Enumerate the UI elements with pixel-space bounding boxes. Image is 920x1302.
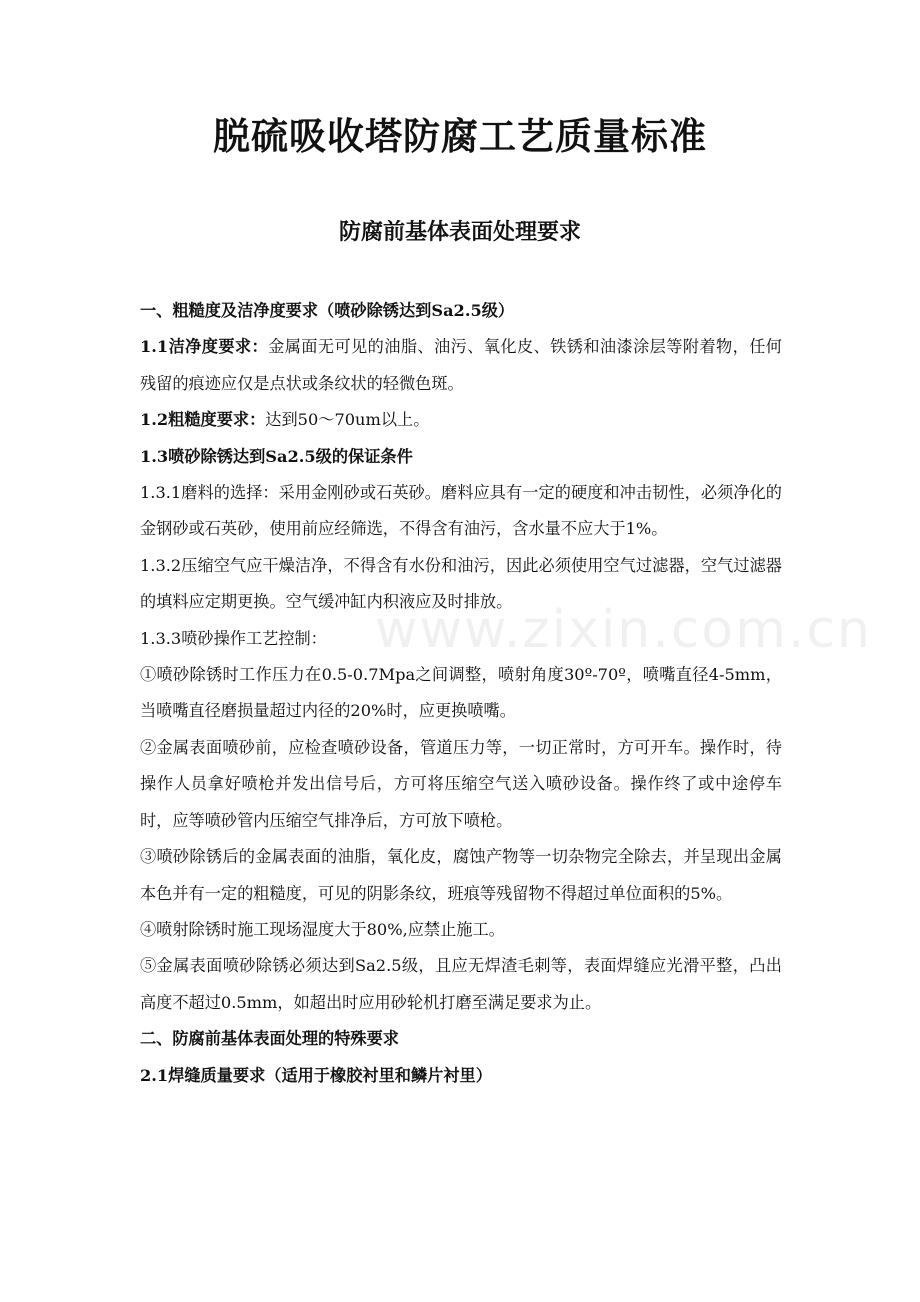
paragraph-text: 金属面无可见的油脂、油污、氧化皮、铁锈和油漆涂层等附着物，任何残留的痕迹应仅是点状或条纹状的轻微色斑。 <box>140 337 782 393</box>
watermark: www.zixin.com.cn <box>375 600 872 660</box>
document-subtitle: 防腐前基体表面处理要求 <box>338 219 581 245</box>
paragraph <box>140 329 782 402</box>
paragraph <box>140 402 782 438</box>
section-heading: 二、防腐前基体表面处理的特殊要求 <box>140 1029 399 1049</box>
subsection-heading: 2.1焊缝质量要求（适用于橡胶衬里和鳞片衬里） <box>140 1065 492 1085</box>
paragraph-label: 1.2粗糙度要求： <box>140 410 266 430</box>
document-body <box>140 293 782 1094</box>
document-title: 脱硫吸收塔防腐工艺质量标准 <box>213 114 707 158</box>
paragraph: 1.3.3喷砂操作工艺控制： <box>140 628 327 648</box>
paragraph: 1.3.1磨料的选择：采用金刚砂或石英砂。磨料应具有一定的硬度和冲击韧性，必须净化的金钢砂或石英砂，使用前应经筛选，不得含有油污，含水量不应大于1%。 <box>140 483 782 539</box>
paragraph: 1.3.2压缩空气应干燥洁净，不得含有水份和油污，因此必须使用空气过滤器，空气过滤器的填料应定期更换。空气缓冲缸内积液应及时排放。 <box>140 555 782 612</box>
list-item: ②金属表面喷砂前，应检查喷砂设备，管道压力等，一切正常时，方可开车。操作时，待操作人员拿好喷枪并发出信号后，方可将压缩空气送入喷砂设备。操作终了或中途停车时，应等喷砂管内压缩空气排净后，方可放下喷枪。 <box>140 737 782 830</box>
list-item: ①喷砂除锈时工作压力在0.5-0.7Mpa之间调整，喷射角度30º-70º，喷嘴直径4-5mm，当喷嘴直径磨损量超过内径的20%时，应更换喷嘴。 <box>140 665 782 721</box>
list-item: ⑤金属表面喷砂除锈必须达到Sa2.5级，且应无焊渣毛刺等，表面焊缝应光滑平整，凸出高度不超过0.5mm，如超出时应用砂轮机打磨至满足要求为止。 <box>140 956 782 1012</box>
list-item: ④喷射除锈时施工现场湿度大于80%,应禁止施工。 <box>140 919 505 939</box>
list-item: ③喷砂除锈后的金属表面的油脂，氧化皮，腐蚀产物等一切杂物完全除去，并呈现出金属本色并有一定的粗糙度，可见的阴影条纹，班痕等残留物不得超过单位面积的5%。 <box>140 847 782 903</box>
subsection-heading: 1.3喷砂除锈达到Sa2.5级的保证条件 <box>140 446 413 466</box>
paragraph-label: 1.1洁净度要求： <box>140 337 269 357</box>
section-heading: 一、粗糙度及洁净度要求（喷砂除锈达到Sa2.5级） <box>140 301 515 320</box>
paragraph-text: 达到50～70um以上。 <box>265 410 430 430</box>
